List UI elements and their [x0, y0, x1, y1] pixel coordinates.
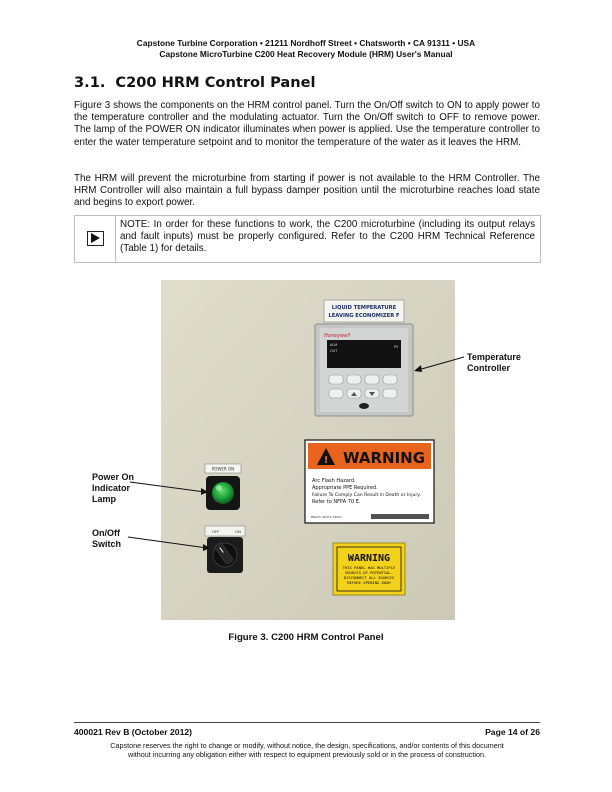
switch-on-text: ON — [235, 529, 241, 534]
controller-key — [383, 375, 397, 384]
warning1-line-2: Appropriate PPE Required. — [312, 485, 378, 491]
footer-rule — [74, 722, 540, 723]
temperature-controller — [315, 324, 413, 416]
warning-label-multiple-sources — [333, 543, 405, 595]
warning1-line-1: Arc Flash Hazard. — [312, 478, 356, 484]
display-out: OUT — [330, 349, 338, 353]
paragraph-2: The HRM will prevent the microturbine from starting if power is not available to the HRM Controller. The HRM Controller will also maintain a full bypass damper position until the microturbine reaches load state and begins to export power. — [74, 173, 540, 209]
footer-disclaimer-line-1: Capstone reserves the right to change or modify, without notice, the design, specifications, and/or contents of this document — [110, 741, 504, 750]
warning1-line-3: Failure To Comply Can Result in Death or Injury. — [312, 493, 421, 498]
section-title-text: C200 HRM Control Panel — [115, 74, 316, 91]
power-on-indicator — [205, 464, 241, 510]
footer-disclaimer — [74, 741, 540, 759]
on-off-switch — [205, 526, 245, 573]
label-on-off-switch: On/Off Switch — [92, 528, 122, 549]
controller-brand: Honeywell — [324, 333, 350, 339]
warning1-line-4: Refer to NFPA 70 E. — [312, 499, 361, 505]
barcode — [371, 514, 429, 519]
control-panel-drawing — [161, 280, 455, 620]
controller-plate-text-1: LIQUID TEMPERATURE — [331, 305, 397, 311]
section-number: 3.1. — [74, 74, 106, 91]
controller-key — [329, 375, 343, 384]
controller-key — [329, 389, 343, 398]
switch-off-text: OFF — [212, 529, 220, 534]
controller-indicator — [359, 403, 369, 409]
label-temperature-controller: Temperature Controller — [467, 352, 521, 373]
controller-plate-text-2: LEAVING ECONOMIZER F — [328, 313, 400, 319]
control-panel-photo — [161, 280, 455, 620]
warning2-line-3: DISCONNECT ALL SOURCES — [343, 575, 395, 580]
warning-label-arc-flash — [305, 440, 434, 523]
power-on-lamp — [212, 482, 234, 504]
label-power-on-lamp: Power On Indicator Lamp — [92, 472, 135, 504]
warning2-title: WARNING — [347, 553, 391, 564]
controller-key — [383, 389, 397, 398]
power-on-plate-text: POWER ON — [211, 466, 235, 472]
warning2-line-1: THIS PANEL HAS MULTIPLE — [342, 565, 396, 570]
exclamation-icon: ! — [323, 455, 329, 466]
note-icon-cell — [75, 216, 116, 262]
paragraph-1: Figure 3 shows the components on the HRM control panel. Turn the On/Off switch to ON to apply power to the temperature controller and the modulating actuator. Turn the On/Off switch to OFF to remove power. The lamp of the POWER ON indicator illuminates when power is applied. Use the temperature controller to enter the water temperature setpoint and to monitor the temperature of the water as it leaves the HRM. — [74, 100, 540, 148]
note-text: NOTE: In order for these functions to work, the C200 microturbine (including its output relays and fault inputs) must be properly configured. Refer to the C200 HRM Technical Reference (Table 1) for details. — [120, 219, 535, 254]
controller-key — [365, 375, 379, 384]
controller-display — [327, 340, 401, 368]
warning1-code: BRADY 49372 7900Y — [311, 515, 342, 519]
display-alm: ALM — [330, 343, 338, 347]
controller-key — [347, 375, 361, 384]
footer-page-number: Page 14 of 26 — [485, 727, 540, 737]
warning1-title: WARNING — [342, 449, 426, 467]
header-line-2: Capstone MicroTurbine C200 Heat Recovery Module (HRM) User's Manual — [159, 49, 453, 59]
warning2-line-2: SOURCES OF POTENTIAL. — [344, 570, 394, 575]
figure-caption: Figure 3. C200 HRM Control Panel — [228, 632, 384, 643]
footer-doc-id: 400021 Rev B (October 2012) — [74, 727, 192, 737]
arrow-right-icon — [87, 231, 104, 246]
note-box — [74, 215, 541, 263]
section-title — [74, 74, 316, 91]
header-line-1: Capstone Turbine Corporation • 21211 Nordhoff Street • Chatsworth • CA 91311 • USA — [136, 38, 476, 48]
warning2-line-4: BEFORE OPENING DOOR — [347, 580, 391, 585]
display-pv: PV — [394, 345, 399, 349]
footer-disclaimer-line-2: without incurring any obligation either with respect to equipment previously sold or in the process of construction. — [128, 750, 486, 759]
